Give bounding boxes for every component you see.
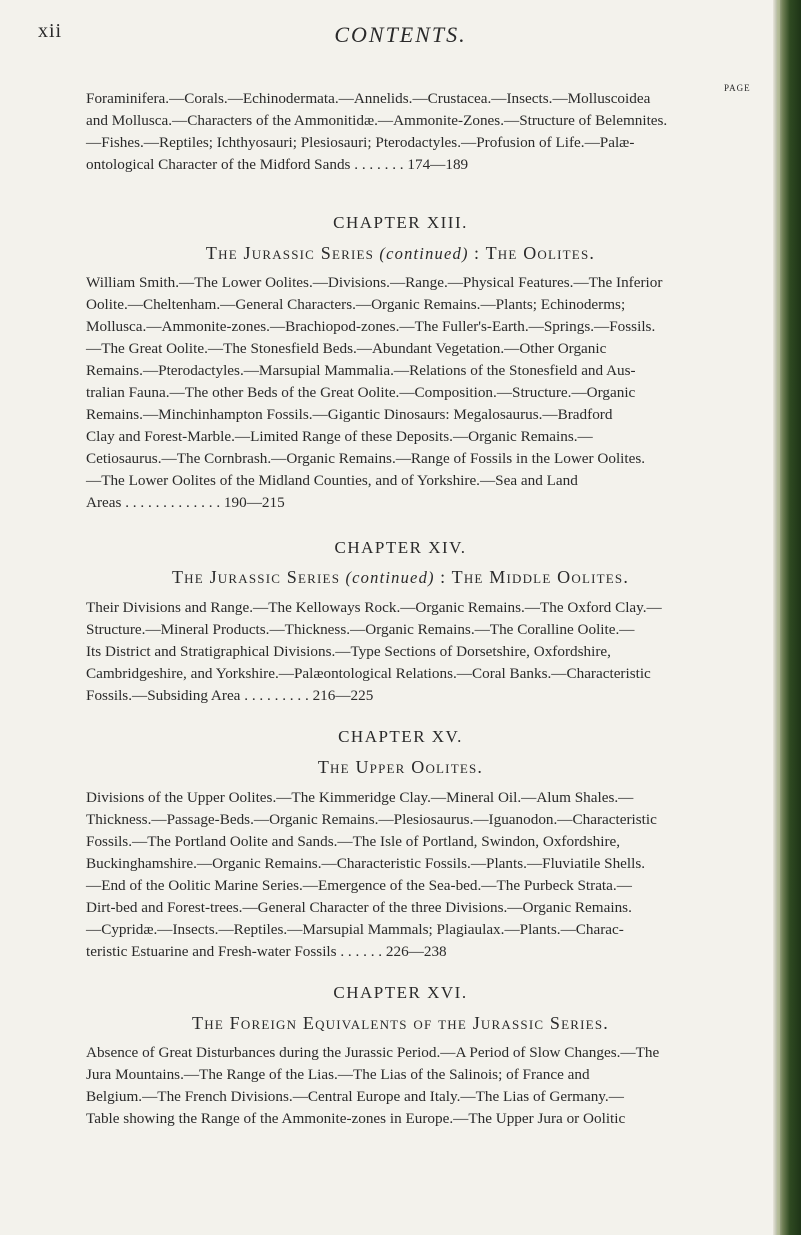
summary-line: Belgium.—The French Divisions.—Central Europe and Italy.—The Lias of Germany.— xyxy=(86,1088,624,1105)
summary-line: Foraminifera.—Corals.—Echinodermata.—Annelids.—Crustacea.—Insects.—Molluscoidea xyxy=(86,90,651,107)
summary-line: Its District and Stratigraphical Divisions.—Type Sections of Dorsetshire, Oxfordshire, xyxy=(86,643,611,660)
chapter-title-xiv xyxy=(0,567,801,588)
summary-line: Remains.—Minchinhampton Fossils.—Gigantic Dinosaurs: Megalosaurus.—Bradford xyxy=(86,406,613,423)
page-number: xii xyxy=(38,20,63,42)
summary-line: Divisions of the Upper Oolites.—The Kimmeridge Clay.—Mineral Oil.—Alum Shales.— xyxy=(86,789,634,806)
summary-line: Dirt-bed and Forest-trees.—General Character of the three Divisions.—Organic Remains. xyxy=(86,899,632,916)
summary-line: —End of the Oolitic Marine Series.—Emergence of the Sea-bed.—The Purbeck Strata.— xyxy=(86,877,632,894)
chapter-title-part: : The Oolites. xyxy=(474,243,596,263)
summary-line: ontological Character of the Midford Sands . . . . . . . 174—189 xyxy=(86,156,469,173)
contents-entry-xii-summary xyxy=(86,88,742,176)
summary-line: —The Lower Oolites of the Midland Counties, and of Yorkshire.—Sea and Land xyxy=(86,472,578,489)
contents-entry-xvi-summary xyxy=(86,1042,742,1130)
summary-line: Fossils.—The Portland Oolite and Sands.—The Isle of Portland, Swindon, Oxfordshire, xyxy=(86,833,621,850)
chapter-title-xvi xyxy=(0,1013,801,1034)
summary-line: Fossils.—Subsiding Area . . . . . . . . . 216—225 xyxy=(86,687,374,704)
summary-line: Their Divisions and Range.—The Kelloways Rock.—Organic Remains.—The Oxford Clay.— xyxy=(86,599,662,616)
chapter-title-continued: (continued) xyxy=(379,244,469,263)
summary-line: Cambridgeshire, and Yorkshire.—Palæontological Relations.—Coral Banks.—Characteristic xyxy=(86,665,651,682)
summary-line: Clay and Forest-Marble.—Limited Range of these Deposits.—Organic Remains.— xyxy=(86,428,593,445)
contents-entry-xiv-summary xyxy=(86,597,742,707)
contents-entry-xiii-summary xyxy=(86,272,742,514)
summary-line: and Mollusca.—Characters of the Ammonitidæ.—Ammonite-Zones.—Structure of Belemnites. xyxy=(86,112,668,129)
summary-line: tralian Fauna.—The other Beds of the Great Oolite.—Composition.—Structure.—Organic xyxy=(86,384,636,401)
summary-line: teristic Estuarine and Fresh-water Fossils . . . . . . 226—238 xyxy=(86,943,447,960)
summary-line: Mollusca.—Ammonite-zones.—Brachiopod-zones.—The Fuller's-Earth.—Springs.—Fossils. xyxy=(86,318,656,335)
summary-line: Table showing the Range of the Ammonite-zones in Europe.—The Upper Jura or Oolitic xyxy=(86,1110,626,1127)
running-head: CONTENTS. xyxy=(334,22,467,47)
summary-line: Jura Mountains.—The Range of the Lias.—The Lias of the Salinois; of France and xyxy=(86,1066,590,1083)
page-column-label: PAGE xyxy=(724,83,751,93)
summary-line: Buckinghamshire.—Organic Remains.—Characteristic Fossils.—Plants.—Fluviatile Shells. xyxy=(86,855,646,872)
summary-line: Cetiosaurus.—The Cornbrash.—Organic Remains.—Range of Fossils in the Lower Oolites. xyxy=(86,450,646,467)
summary-line: Oolite.—Cheltenham.—General Characters.—Organic Remains.—Plants; Echinoderms; xyxy=(86,296,626,313)
summary-line: Absence of Great Disturbances during the Jurassic Period.—A Period of Slow Changes.—The xyxy=(86,1044,660,1061)
summary-line: Remains.—Pterodactyles.—Marsupial Mammalia.—Relations of the Stonesfield and Aus- xyxy=(86,362,636,379)
contents-entry-xv-summary xyxy=(86,787,742,963)
summary-line: —Cypridæ.—Insects.—Reptiles.—Marsupial Mammals; Plagiaulax.—Plants.—Charac- xyxy=(86,921,624,938)
chapter-heading-xiv: CHAPTER XIV. xyxy=(334,538,467,557)
book-binding-edge xyxy=(773,0,801,1235)
chapter-title-xv xyxy=(0,757,801,778)
chapter-title-part: The Upper Oolites. xyxy=(317,757,484,777)
summary-line: Areas . . . . . . . . . . . . . 190—215 xyxy=(86,494,285,511)
chapter-heading-xv: CHAPTER XV. xyxy=(338,727,463,746)
summary-line: Thickness.—Passage-Beds.—Organic Remains.—Plesiosaurus.—Iguanodon.—Characteristic xyxy=(86,811,657,828)
chapter-title-part: The Jurassic Series xyxy=(205,243,375,263)
summary-line: —Fishes.—Reptiles; Ichthyosauri; Plesiosauri; Pterodactyles.—Profusion of Life.—Palæ- xyxy=(86,134,635,151)
chapter-title-xiii xyxy=(0,243,801,264)
summary-line: William Smith.—The Lower Oolites.—Divisions.—Range.—Physical Features.—The Inferior xyxy=(86,274,663,291)
chapter-heading-xiii: CHAPTER XIII. xyxy=(333,213,468,232)
summary-line: —The Great Oolite.—The Stonesfield Beds.—Abundant Vegetation.—Other Organic xyxy=(86,340,607,357)
chapter-title-part: The Jurassic Series xyxy=(171,567,341,587)
chapter-title-part: : The Middle Oolites. xyxy=(440,567,630,587)
chapter-heading-xvi: CHAPTER XVI. xyxy=(333,983,468,1002)
summary-line: Structure.—Mineral Products.—Thickness.—Organic Remains.—The Coralline Oolite.— xyxy=(86,621,635,638)
chapter-title-continued: (continued) xyxy=(345,568,435,587)
chapter-title-part: The Foreign Equivalents of the Jurassic Series. xyxy=(192,1013,609,1033)
